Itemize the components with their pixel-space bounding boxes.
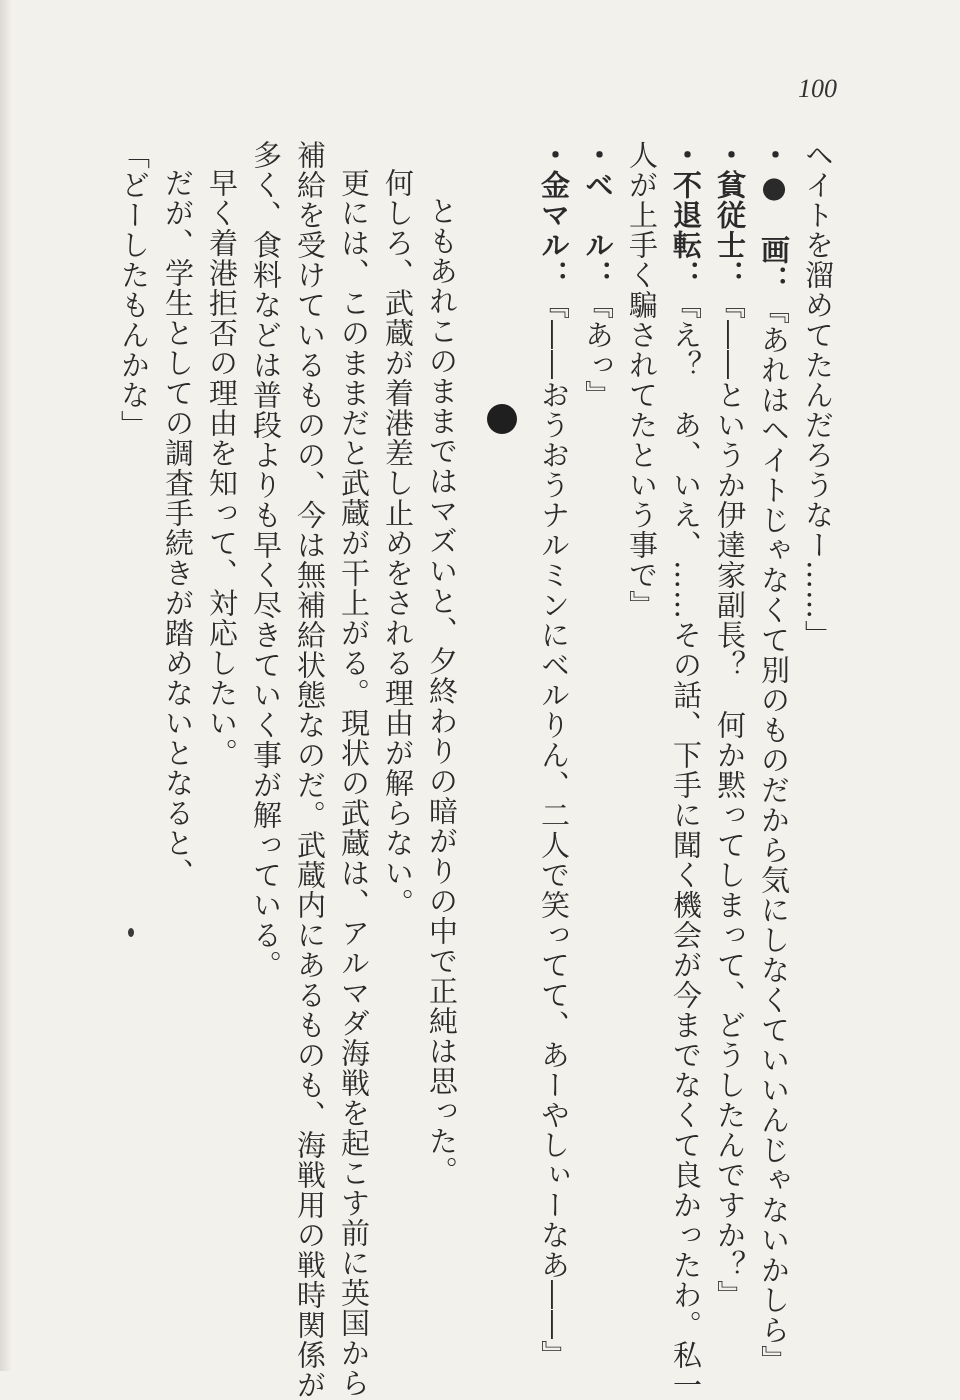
body-line: 早く着港拒否の理由を知って、対応したい。 (205, 168, 239, 768)
dialogue-line (576, 140, 620, 410)
speaker-label: ・不退転： (669, 140, 703, 290)
scan-edge-shadow (0, 0, 12, 1371)
body-line: 「どーしたもんかな」 (117, 140, 151, 440)
scan-speck (128, 928, 134, 937)
body-line: ともあれこのままではマズいと、夕終わりの暗がりの中で正純は思った。 (425, 196, 459, 1186)
dialogue-line (664, 140, 708, 1400)
dialogue-line (532, 140, 576, 1370)
dialogue-line (752, 140, 796, 1375)
body-line: 多く、食料などは普段よりも早く尽きていく事が解っている。 (249, 140, 283, 980)
section-break-dot (487, 404, 517, 434)
dialogue-line (796, 140, 840, 650)
body-line: だが、学生としての調査手続きが踏めないとなると、 (161, 168, 195, 888)
dialogue-text: 『あっ』 (581, 290, 615, 410)
dialogue-text: 『え？ あ、いえ、……その話、下手に聞く機会が今までなくて良かったわ。私一 (669, 290, 703, 1400)
dialogue-text: 『あれはヘイトじゃなくて別のものだから気にしなくていいんじゃないかしら』 (757, 295, 791, 1375)
speaker-label: ・貧従士： (713, 140, 747, 290)
dialogue-line (708, 140, 752, 1310)
dialogue-text: 『――というか伊達家副長？ 何か黙ってしまって、どうしたんですか？』 (713, 290, 747, 1310)
speaker-label: ・金マル： (537, 140, 571, 290)
speaker-label: ・ベ ル： (581, 140, 615, 290)
body-line: 更には、このままだと武蔵が干上がる。現状の武蔵は、アルマダ海戦を起こす前に英国から (337, 168, 371, 1398)
speaker-label: ・● 画： (757, 140, 791, 295)
dialogue-text: 人が上手く騙されてたという事で』 (625, 140, 659, 620)
dialogue-text: ヘイトを溜めてたんだろうなー……」 (801, 140, 835, 650)
page-number: 100 (798, 74, 837, 103)
dialogue-text: 『――おうおうナルミンにベルりん、二人で笑ってて、あーやしぃーなあ――』 (537, 290, 571, 1370)
body-line: 何しろ、武蔵が着港差し止めをされる理由が解らない。 (381, 168, 415, 918)
dialogue-line (620, 140, 664, 620)
body-line: 補給を受けているものの、今は無補給状態なのだ。武蔵内にあるものも、海戦用の戦時関係が (293, 140, 327, 1400)
